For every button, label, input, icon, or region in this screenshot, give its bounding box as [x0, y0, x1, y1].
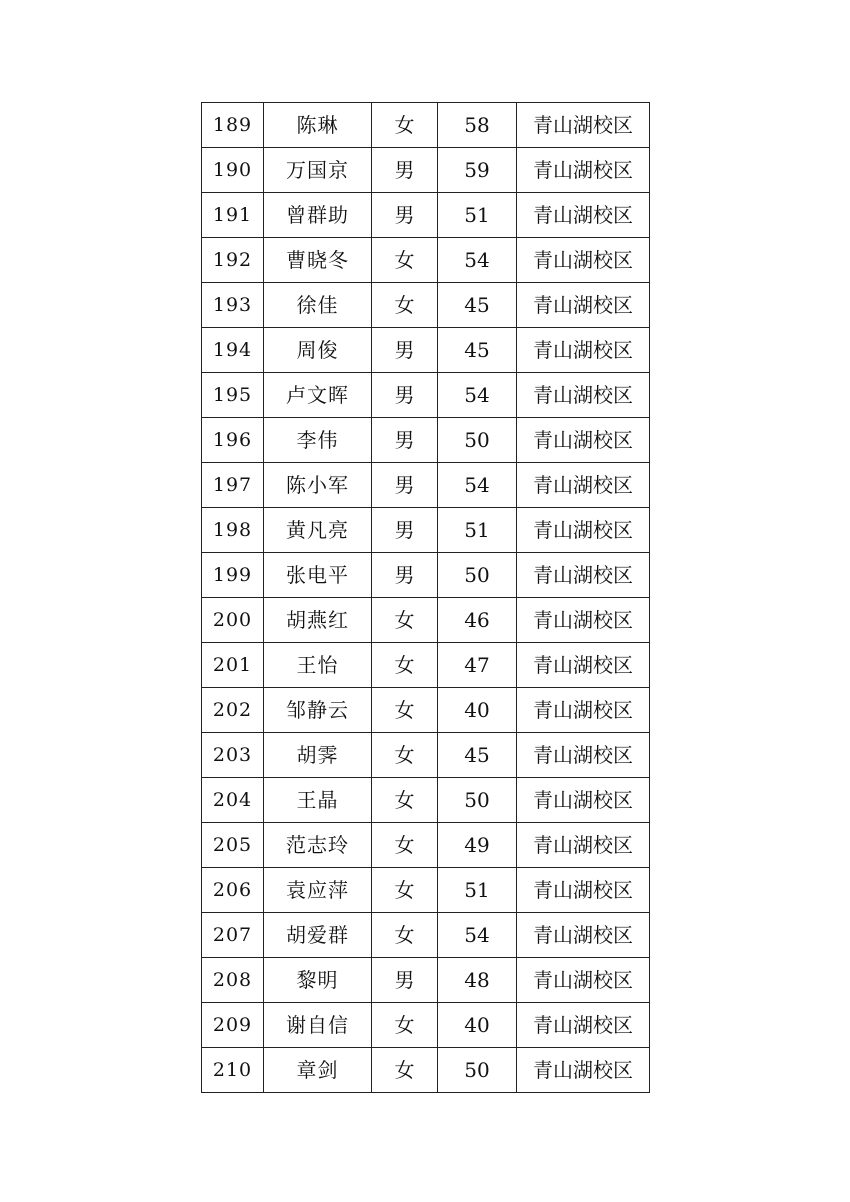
table-row [202, 823, 650, 868]
name-cell: 黎明 [264, 958, 372, 1003]
serial-number-cell: 199 [202, 553, 264, 598]
age-cell: 46 [438, 598, 517, 643]
serial-number-cell: 207 [202, 913, 264, 958]
campus-cell: 青山湖校区 [517, 598, 650, 643]
age-cell: 50 [438, 418, 517, 463]
serial-number-cell: 192 [202, 238, 264, 283]
campus-cell: 青山湖校区 [517, 553, 650, 598]
name-cell: 曹晓冬 [264, 238, 372, 283]
gender-cell: 女 [372, 688, 438, 733]
gender-cell: 男 [372, 373, 438, 418]
table-row [202, 778, 650, 823]
name-cell: 胡爱群 [264, 913, 372, 958]
name-cell: 陈小军 [264, 463, 372, 508]
table-row [202, 418, 650, 463]
serial-number-cell: 193 [202, 283, 264, 328]
table-row [202, 1048, 650, 1093]
campus-cell: 青山湖校区 [517, 193, 650, 238]
table-row [202, 598, 650, 643]
age-cell: 51 [438, 508, 517, 553]
age-cell: 51 [438, 868, 517, 913]
gender-cell: 女 [372, 913, 438, 958]
serial-number-cell: 208 [202, 958, 264, 1003]
serial-number-cell: 189 [202, 103, 264, 148]
gender-cell: 女 [372, 778, 438, 823]
campus-cell: 青山湖校区 [517, 643, 650, 688]
age-cell: 54 [438, 463, 517, 508]
serial-number-cell: 202 [202, 688, 264, 733]
name-cell: 王怡 [264, 643, 372, 688]
gender-cell: 男 [372, 508, 438, 553]
campus-cell: 青山湖校区 [517, 778, 650, 823]
age-cell: 54 [438, 373, 517, 418]
age-cell: 45 [438, 328, 517, 373]
campus-cell: 青山湖校区 [517, 868, 650, 913]
age-cell: 40 [438, 1003, 517, 1048]
name-cell: 胡霁 [264, 733, 372, 778]
table-row [202, 463, 650, 508]
name-cell: 袁应萍 [264, 868, 372, 913]
name-cell: 卢文晖 [264, 373, 372, 418]
age-cell: 40 [438, 688, 517, 733]
age-cell: 54 [438, 238, 517, 283]
table-row [202, 193, 650, 238]
campus-cell: 青山湖校区 [517, 913, 650, 958]
serial-number-cell: 198 [202, 508, 264, 553]
serial-number-cell: 204 [202, 778, 264, 823]
gender-cell: 女 [372, 598, 438, 643]
table-row [202, 373, 650, 418]
roster-table-body [202, 103, 650, 1093]
age-cell: 54 [438, 913, 517, 958]
serial-number-cell: 209 [202, 1003, 264, 1048]
age-cell: 47 [438, 643, 517, 688]
gender-cell: 女 [372, 643, 438, 688]
name-cell: 黄凡亮 [264, 508, 372, 553]
name-cell: 曾群助 [264, 193, 372, 238]
serial-number-cell: 195 [202, 373, 264, 418]
age-cell: 50 [438, 1048, 517, 1093]
serial-number-cell: 190 [202, 148, 264, 193]
age-cell: 50 [438, 778, 517, 823]
table-row [202, 733, 650, 778]
table-row [202, 283, 650, 328]
campus-cell: 青山湖校区 [517, 823, 650, 868]
table-row [202, 958, 650, 1003]
gender-cell: 男 [372, 553, 438, 598]
campus-cell: 青山湖校区 [517, 328, 650, 373]
campus-cell: 青山湖校区 [517, 418, 650, 463]
campus-cell: 青山湖校区 [517, 373, 650, 418]
table-row [202, 508, 650, 553]
table-row [202, 868, 650, 913]
gender-cell: 女 [372, 283, 438, 328]
table-row [202, 1003, 650, 1048]
campus-cell: 青山湖校区 [517, 148, 650, 193]
table-row [202, 913, 650, 958]
serial-number-cell: 197 [202, 463, 264, 508]
name-cell: 张电平 [264, 553, 372, 598]
campus-cell: 青山湖校区 [517, 283, 650, 328]
serial-number-cell: 205 [202, 823, 264, 868]
campus-cell: 青山湖校区 [517, 463, 650, 508]
serial-number-cell: 194 [202, 328, 264, 373]
serial-number-cell: 196 [202, 418, 264, 463]
name-cell: 李伟 [264, 418, 372, 463]
table-row [202, 103, 650, 148]
serial-number-cell: 203 [202, 733, 264, 778]
serial-number-cell: 201 [202, 643, 264, 688]
gender-cell: 女 [372, 1003, 438, 1048]
name-cell: 陈琳 [264, 103, 372, 148]
gender-cell: 男 [372, 328, 438, 373]
serial-number-cell: 200 [202, 598, 264, 643]
gender-cell: 女 [372, 238, 438, 283]
age-cell: 48 [438, 958, 517, 1003]
age-cell: 45 [438, 733, 517, 778]
serial-number-cell: 210 [202, 1048, 264, 1093]
age-cell: 58 [438, 103, 517, 148]
gender-cell: 女 [372, 103, 438, 148]
age-cell: 59 [438, 148, 517, 193]
gender-cell: 男 [372, 418, 438, 463]
serial-number-cell: 206 [202, 868, 264, 913]
campus-cell: 青山湖校区 [517, 1048, 650, 1093]
campus-cell: 青山湖校区 [517, 733, 650, 778]
name-cell: 王晶 [264, 778, 372, 823]
gender-cell: 男 [372, 463, 438, 508]
campus-cell: 青山湖校区 [517, 508, 650, 553]
campus-cell: 青山湖校区 [517, 103, 650, 148]
age-cell: 51 [438, 193, 517, 238]
name-cell: 范志玲 [264, 823, 372, 868]
campus-cell: 青山湖校区 [517, 238, 650, 283]
campus-cell: 青山湖校区 [517, 1003, 650, 1048]
table-row [202, 553, 650, 598]
campus-cell: 青山湖校区 [517, 688, 650, 733]
table-row [202, 328, 650, 373]
gender-cell: 男 [372, 193, 438, 238]
roster-table [201, 102, 650, 1093]
name-cell: 章剑 [264, 1048, 372, 1093]
gender-cell: 男 [372, 958, 438, 1003]
name-cell: 周俊 [264, 328, 372, 373]
gender-cell: 女 [372, 1048, 438, 1093]
gender-cell: 男 [372, 148, 438, 193]
gender-cell: 女 [372, 823, 438, 868]
age-cell: 49 [438, 823, 517, 868]
serial-number-cell: 191 [202, 193, 264, 238]
name-cell: 徐佳 [264, 283, 372, 328]
name-cell: 邹静云 [264, 688, 372, 733]
table-row [202, 643, 650, 688]
gender-cell: 女 [372, 733, 438, 778]
name-cell: 胡燕红 [264, 598, 372, 643]
table-row [202, 148, 650, 193]
table-row [202, 688, 650, 733]
table-row [202, 238, 650, 283]
age-cell: 45 [438, 283, 517, 328]
campus-cell: 青山湖校区 [517, 958, 650, 1003]
name-cell: 万国京 [264, 148, 372, 193]
age-cell: 50 [438, 553, 517, 598]
name-cell: 谢自信 [264, 1003, 372, 1048]
gender-cell: 女 [372, 868, 438, 913]
